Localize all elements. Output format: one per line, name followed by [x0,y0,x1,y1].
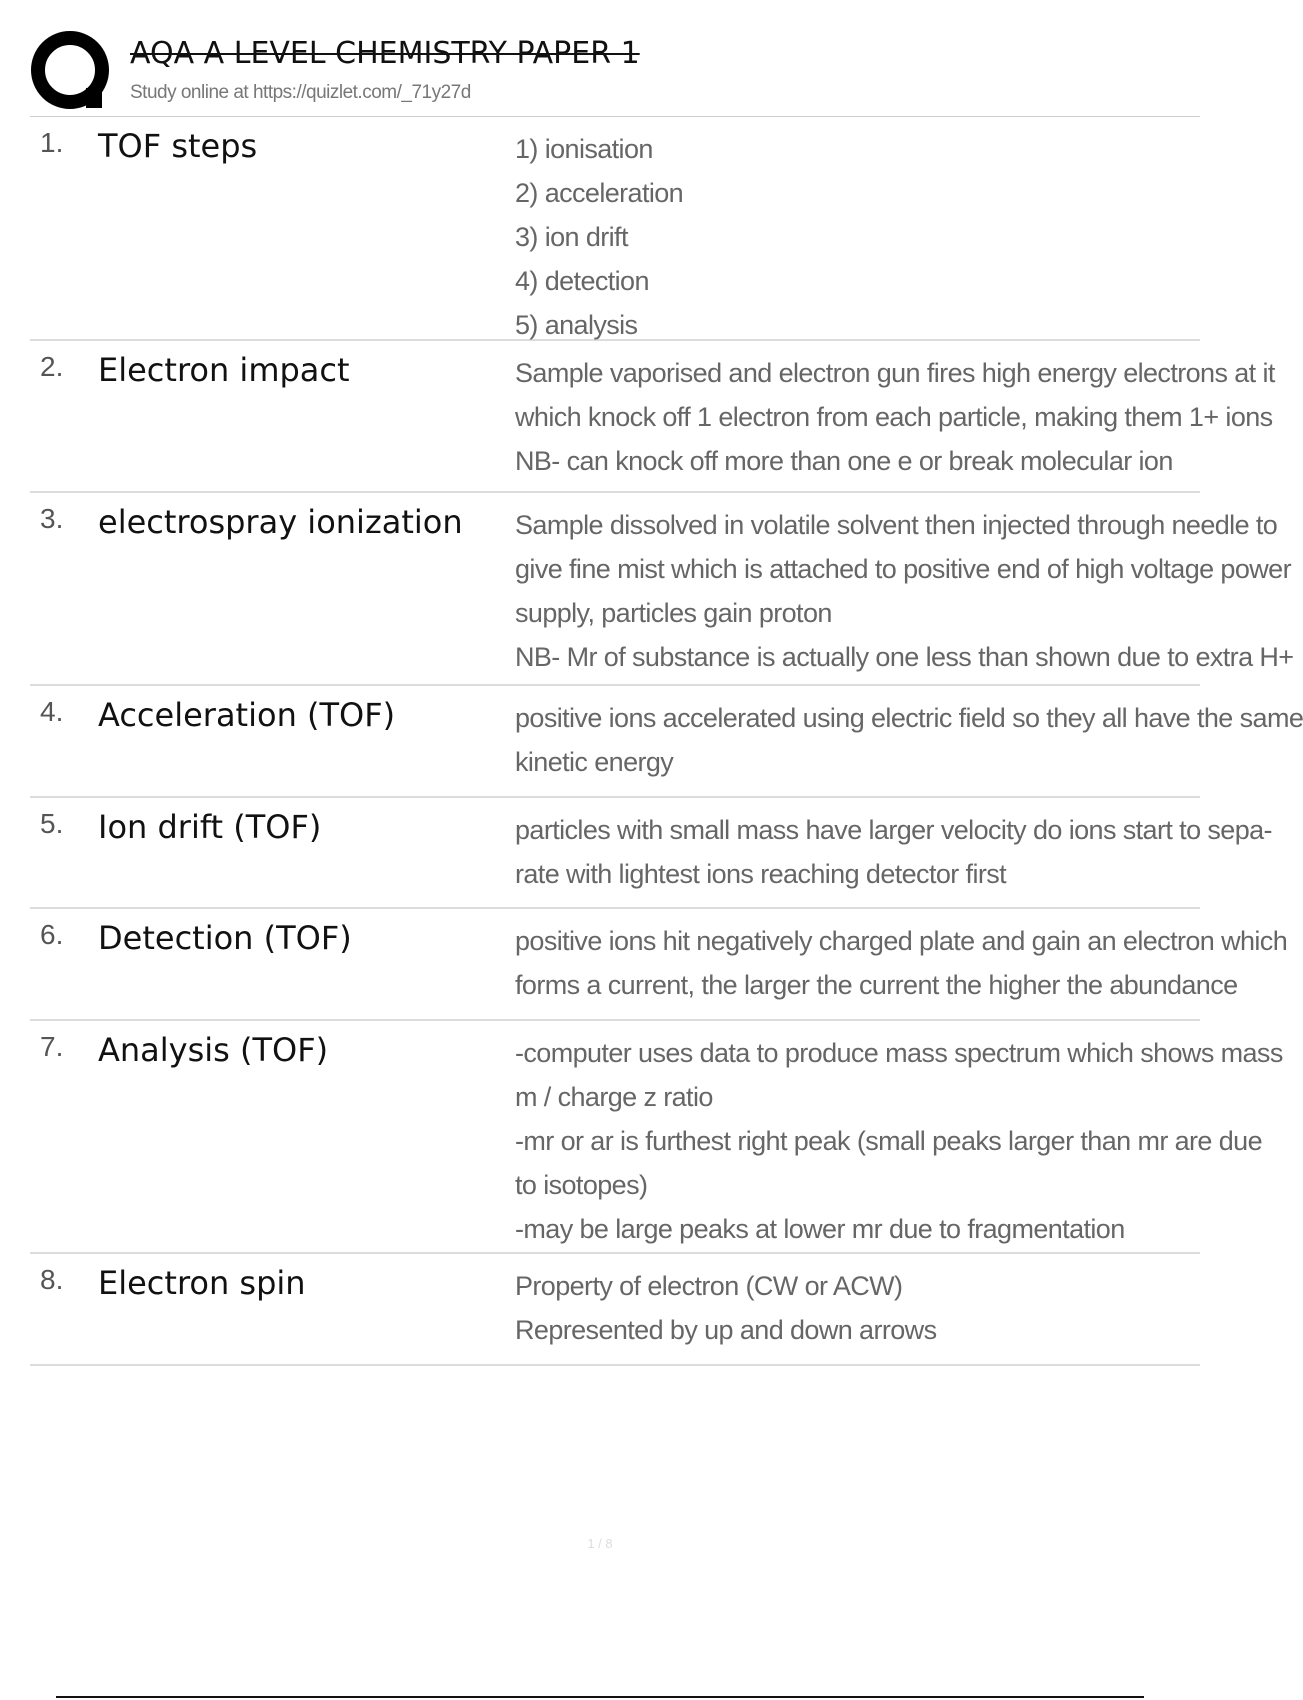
card-definition [515,696,1303,796]
card-number: 7. [40,1031,64,1062]
definition-line: -mr or ar is furthest right peak (small peaks larger than mr are due [515,1126,1262,1156]
study-online-link[interactable]: Study online at https://quizlet.com/_71y27d [130,82,471,103]
definition-line: rate with lightest ions reaching detector first [515,859,1007,889]
definition-line: -may be large peaks at lower mr due to fragmentation [515,1214,1125,1244]
card-number: 5. [40,808,64,839]
card-row [30,798,1272,909]
definition-line: forms a current, the larger the current the higher the abundance [515,970,1238,1000]
definition-line: particles with small mass have larger velocity do ions start to sepa- [515,815,1272,845]
definition-line: Property of electron (CW or ACW) [515,1271,903,1301]
card-number: 8. [40,1264,64,1295]
card-term: TOF steps [98,127,258,165]
definition-line: to isotopes) [515,1170,648,1200]
definition-line: 4) detection [515,266,649,296]
definition-line: Sample dissolved in volatile solvent then injected through needle to [515,510,1278,540]
definition-line: 1) ionisation [515,134,653,164]
definition-line: -computer uses data to produce mass spectrum which shows mass [515,1038,1283,1068]
footer-divider [56,1696,1144,1698]
card-term: Ion drift (TOF) [98,808,322,846]
card-term: Acceleration (TOF) [98,696,396,734]
flashcard-table [30,117,1303,1366]
card-row [30,909,1288,1021]
card-number: 1. [40,127,64,158]
quizlet-logo-icon [30,30,116,116]
card-number: 2. [40,351,64,382]
definition-line: positive ions accelerated using electric field so they all have the same [515,703,1303,733]
card-row [30,1254,1200,1366]
card-definition [515,127,1200,339]
card-definition [515,503,1294,684]
definition-line: Represented by up and down arrows [515,1315,937,1345]
definition-line: Sample vaporised and electron gun fires high energy electrons at it [515,358,1275,388]
card-term: Electron impact [98,351,350,389]
definition-line: NB- can knock off more than one e or break molecular ion [515,446,1173,476]
card-term: electrospray ionization [98,503,463,541]
definition-line: kinetic energy [515,747,674,777]
card-definition [515,919,1288,1019]
definition-line: which knock off 1 electron from each particle, making them 1+ ions [515,402,1273,432]
card-number: 6. [40,919,64,950]
definition-line: 2) acceleration [515,178,684,208]
definition-line: 3) ion drift [515,222,628,252]
page-title: AQA A LEVEL CHEMISTRY PAPER 1 [130,36,640,71]
card-row [30,1021,1283,1254]
card-term: Analysis (TOF) [98,1031,329,1069]
card-definition [515,351,1275,491]
card-term: Detection (TOF) [98,919,352,957]
card-term: Electron spin [98,1264,306,1302]
definition-line: supply, particles gain proton [515,598,832,628]
card-number: 3. [40,503,64,534]
card-row [30,493,1294,686]
definition-line: give fine mist which is attached to positive end of high voltage power [515,554,1291,584]
card-definition [515,1031,1283,1252]
definition-line: NB- Mr of substance is actually one less than shown due to extra H+ [515,642,1294,672]
page-number: 1 / 8 [587,1536,613,1551]
definition-line: positive ions hit negatively charged plate and gain an electron which [515,926,1288,956]
card-row [30,686,1303,798]
definition-line: 5) analysis [515,310,638,340]
card-row [30,117,1200,341]
definition-line: m / charge z ratio [515,1082,713,1112]
card-row [30,341,1275,493]
card-number: 4. [40,696,64,727]
card-definition [515,808,1272,907]
card-definition [515,1264,1200,1364]
page-header [30,30,1130,116]
